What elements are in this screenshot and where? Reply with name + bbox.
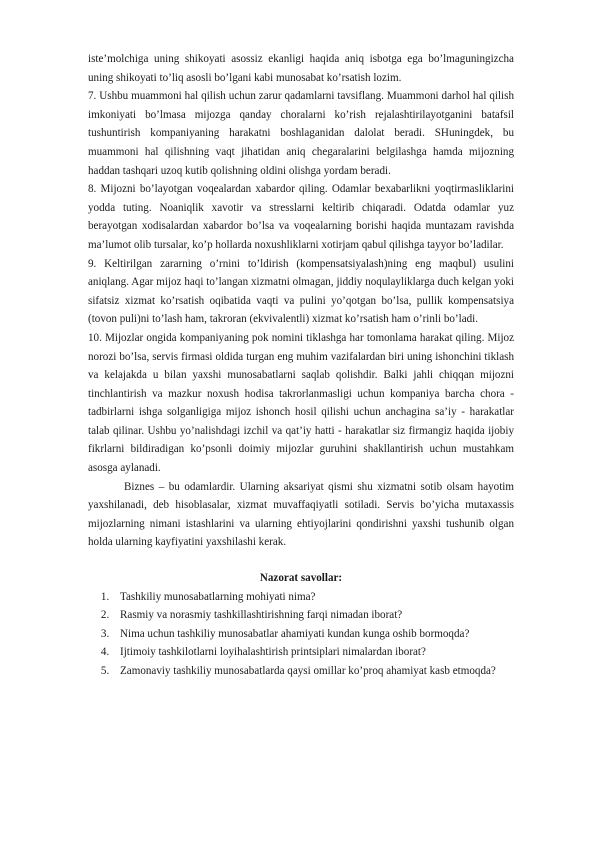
paragraph-item-9: 9. Keltirilgan zararning o’rnini to’ldirish (kompensatsiyalash)ning eng maqbul) usulini aniqlang. Agar mijoz haqi to’langan xizmatni olmagan, jiddiy noqulayliklarga duch kelgan yoki sifatsiz xizmat ko’rsatish oqibatida vaqti va pulini yo’qotgan bo’lsa, pullik kompensatsiya (tovon puli)ni to’lash ham, takroran (ekvivalentli) xizmat ko’rsatish ham o’rinli bo’ladi. (88, 257, 514, 326)
paragraph-item-7: 7. Ushbu muammoni hal qilish uchun zarur qadamlarni tavsiflang. Muammoni darhol hal qilish imkoniyati bo’lmasa mijozga qanday choralarni ko’rish rejalashtirilayotganini batafsil tushuntirish kompaniyaning harakatni boshlaganidan dalolat beradi. SHuningdek, bu muammoni hal qilishning vaqt jihatidan aniq chegaralarini belgilashga hamda mijozning haddan tashqari uzoq kutib qolishning oldini olishga yordam beradi. (88, 90, 514, 177)
question-item: 2. Rasmiy va norasmiy tashkillashtirishning farqi nimadan iborat? (112, 606, 514, 625)
section-spacer (88, 552, 514, 569)
question-item: 5. Zamonaviy tashkiliy munosabatlarda qaysi omillar ko’proq ahamiyat kasb etmoqda? (112, 662, 514, 681)
questions-list (88, 588, 514, 681)
paragraph-continuation: iste’molchiga uning shikoyati asossiz ekanligi haqida aniq isbotga ega bo’lmaguningizcha uning shikoyati to’liq asosli bo’lgani kabi munosabat ko’rsatish lozim. (88, 53, 514, 84)
question-item: 4. Ijtimoiy tashkilotlarni loyihalashtirish printsiplari nimalardan iborat? (112, 643, 514, 662)
paragraph-conclusion: Biznes – bu odamlardir. Ularning aksariyat qismi shu xizmatni sotib olsam hayotim yaxshilanadi, deb hisoblasalar, xizmat muvaffaqiyatli sotiladi. Servis bo’yicha mutaxassis mijozlarning nimani istashlarini va ularning ehtiyojlarini qondirishni yaxshi tushunib olgan holda ularning kayfiyatini yaxshilashi kerak. (88, 480, 514, 549)
paragraph-item-10: 10. Mijozlar ongida kompaniyaning pok nomini tiklashga har tomonlama harakat qiling. Mijoz norozi bo’lsa, servis firmasi oldida turgan eng muhim vazifalardan biri uning ishonchini tiklash va kelajakda u bilan yaxshi munosabatlarni saqlab qolishdir. Balki jahli chiqqan mijozni tinchlantirish va mazkur noxush hodisa takrorlanmasligi uchun kompaniya barcha chora - tadbirlarni ishga solganligiga mijoz ishonch hosil qilishi uchun anchagina sa’iy - harakatlar talab qilinar. Ushbu yo’nalishdagi izchil va qat’iy hatti - harakatlar siz firmangiz haqida ijobiy fikrlarni bildiradigan ko’psonli doimiy mijozlar guruhini shakllantirish uchun mustahkam asosga aylanadi. (88, 331, 514, 475)
paragraph-item-8: 8. Mijozni bo’layotgan voqealardan xabardor qiling. Odamlar bexabarlikni yoqtirmasliklarini yodda tuting. Noaniqlik xavotir va stresslarni keltirib chiqaradi. Odatda odamlar yuz berayotgan xodisalardan xabardor bo’lsa va voqealarning borishi haqida muntazam ravishda ma’lumot olib tursalar, ko’p hollarda noxushliklarni xotirjam qabul qilishga tayyor bo’ladilar. (88, 183, 514, 251)
question-item: 1. Tashkiliy munosabatlarning mohiyati nima? (112, 588, 514, 607)
question-item: 3. Nima uchun tashkiliy munosabatlar ahamiyati kundan kunga oshib bormoqda? (112, 625, 514, 644)
questions-heading: Nazorat savollar: (259, 572, 343, 585)
document-page (88, 50, 514, 681)
